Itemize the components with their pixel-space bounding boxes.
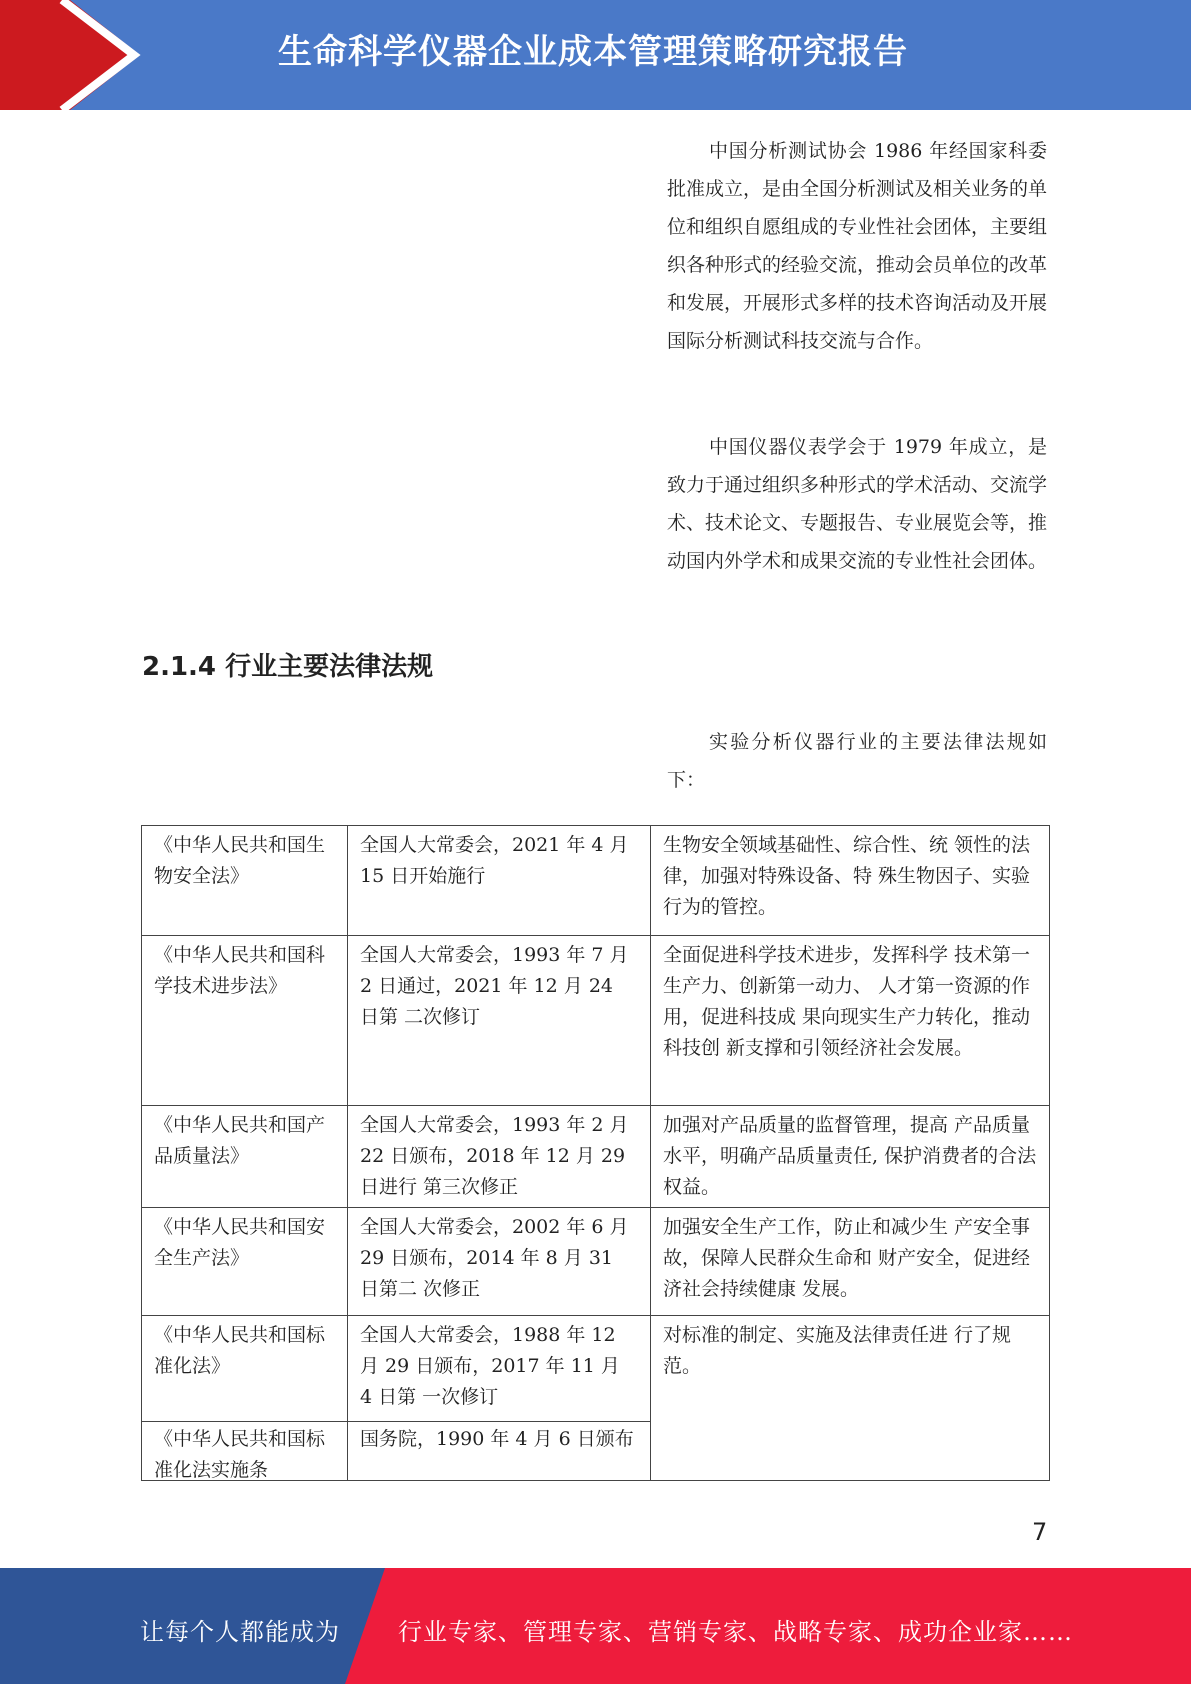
issuer-cell: 全国人大常委会，1993 年 2 月 22 日颁布，2018 年 12 月 29 日进行 第三次修正 — [348, 1106, 651, 1208]
law-name-cell: 《中华人民共和国产 品质量法》 — [142, 1106, 348, 1208]
page-number: 7 — [1032, 1518, 1048, 1546]
table-row — [142, 1316, 1050, 1422]
law-name-cell: 《中华人民共和国科 学技术进步法》 — [142, 936, 348, 1106]
section-intro: 实验分析仪器行业的主要法律法规如下： — [667, 731, 1047, 791]
description-cell: 全面促进科学技术进步，发挥科学 技术第一生产力、创新第一动力、 人才第一资源的作用，促进科技成 果向现实生产力转化，推动科技创 新支撑和引领经济社会发展。 — [651, 936, 1050, 1106]
issuer-cell: 全国人大常委会，1988 年 12 月 29 日颁布，2017 年 11 月 4 日第 一次修订 — [348, 1316, 651, 1422]
table-row — [142, 936, 1050, 1106]
law-name-cell: 《中华人民共和国安 全生产法》 — [142, 1208, 348, 1316]
issuer-text: 国务院，1990 年 4 月 6 日颁布 — [360, 1428, 634, 1450]
description-cell: 生物安全领域基础性、综合性、统 领性的法律，加强对特殊设备、特 殊生物因子、实验行为的管控。 — [651, 826, 1050, 936]
law-name-cell — [142, 1422, 348, 1481]
description-cell: 对标准的制定、实施及法律责任进 行了规范。 — [651, 1316, 1050, 1481]
issuer-cell: 全国人大常委会，2021 年 4 月 15 日开始施行 — [348, 826, 651, 936]
description-cell: 加强安全生产工作，防止和减少生 产安全事故，保障人民群众生命和 财产安全，促进经济社会持续健康 发展。 — [651, 1208, 1050, 1316]
paragraph-association-1: 中国分析测试协会 1986 年经国家科委批准成立，是由全国分析测试及相关业务的单位和组织自愿组成的专业性社会团体，主要组织各种形式的经验交流，推动会员单位的改革和发展，开展形式多样的技术咨询活动及开展国际分析测试科技交流与合作。 — [667, 140, 1048, 352]
table-row — [142, 1208, 1050, 1316]
paragraph-association-2: 中国仪器仪表学会于 1979 年成立，是致力于通过组织多种形式的学术活动、交流学术、技术论文、专题报告、专业展览会等，推动国内外学术和成果交流的专业性社会团体。 — [667, 436, 1048, 572]
footer-slogan-left: 让每个人都能成为 — [140, 1618, 340, 1646]
footer-slogan-right: 行业专家、管理专家、营销专家、战略专家、成功企业家…… — [398, 1618, 1073, 1646]
laws-table — [141, 825, 1050, 1481]
issuer-cell — [348, 1422, 651, 1481]
issuer-cell: 全国人大常委会，1993 年 7 月 2 日通过，2021 年 12 月 24 日第 二次修订 — [348, 936, 651, 1106]
description-cell: 加强对产品质量的监督管理，提高 产品质量水平，明确产品质量责任, 保护消费者的合法权益。 — [651, 1106, 1050, 1208]
report-title: 生命科学仪器企业成本管理策略研究报告 — [278, 32, 908, 72]
law-name-cell: 《中华人民共和国生 物安全法》 — [142, 826, 348, 936]
issuer-cell: 全国人大常委会，2002 年 6 月 29 日颁布，2014 年 8 月 31 日第二 次修正 — [348, 1208, 651, 1316]
table-row — [142, 826, 1050, 936]
table-row — [142, 1106, 1050, 1208]
law-name-text: 《中华人民共和国标 准化法实施条 — [154, 1428, 326, 1480]
page-header — [0, 0, 1191, 110]
header-chevron-decoration — [0, 0, 160, 110]
law-name-cell: 《中华人民共和国标 准化法》 — [142, 1316, 348, 1422]
section-heading: 2.1.4 行业主要法律法规 — [142, 652, 434, 682]
